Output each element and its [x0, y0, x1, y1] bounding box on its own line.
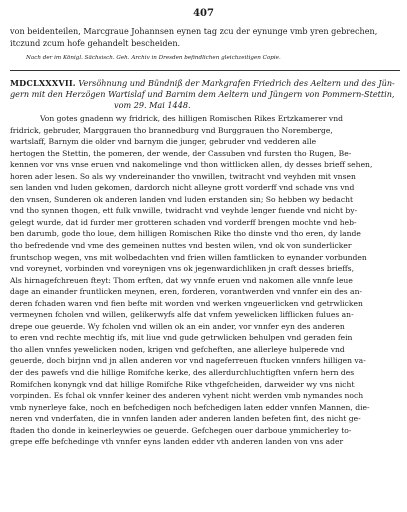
text-line: fruntschop wegen, vns mit wolbedachten vnd frien willen famtlicken to eynander vorbunden — [10, 252, 367, 262]
text-line: geuerde, doch birjnn vnd jn allen anderen vor vnd nageferreuen ftucken vnnfers hilligen va- — [10, 356, 366, 366]
page-number: 407 — [193, 8, 214, 19]
text-line: vermeynen fcholen vnd willen, gelikerwyfs alfe dat vnfem yewelicken lifflicken fulues an- — [10, 310, 354, 320]
text-line: vnd voreynet, vorbinden vnd voreynigen vns ok jegenwardichliken jn craft desses brieffs, — [10, 264, 354, 274]
text-line: horen ader lesen. So als wy vndereinander tho vnwillen, twitracht vnd veyhden mit vnsen — [10, 171, 356, 181]
text-line: sen landen vnd luden gekomen, dardorch nicht alleyne grott vorderff vnd schade vns vnd — [10, 183, 355, 193]
text-line: von beidenteilen, Marcgraue Johannsen eynen tag zcu der eynunge vmb yren gebrechen, — [10, 26, 378, 36]
text-line: fridrick, gebruder, Marggrauen tho brannedburg vnd Burggrauen tho Noremberge, — [10, 125, 333, 135]
previous-document-text — [10, 25, 400, 49]
text-line: grepe effe befchedinge vth vnnfer eyns landen edder vth anderen landen von vns ader — [10, 437, 344, 447]
document-number: MDCLXXXVII. — [10, 78, 76, 88]
text-line: ben darumb, gode tho loue, dem hilligen Romischen Rike tho dinste vnd tho eren, dy lande — [10, 229, 361, 239]
text-line: der des pawefs vnd die hillige Romifche kerke, des allerdurchluchtigften vnfern hern des — [10, 368, 355, 378]
text-line: deren fchaden waren vnd fien befte mit worden vnd werken vngeuerlicken vnd getrwlicken — [10, 298, 363, 308]
text-line: den vnsen, Sunderen ok anderen landen vnd luden erstanden sin; So hebben wy bedacht — [10, 194, 354, 204]
text-line: neren vnd vnderfaten, die in vnnfen landen ader anderen landen befeten fint, des nicht ge- — [10, 414, 361, 424]
text-line: hertogen the Stettin, the pomeren, der wende, der Cassuben vnd fursten tho Rugen, Be- — [10, 148, 352, 158]
text-line: Als hirnagefchreuen fteyt: Thom erften, dat wy vnnfe eruen vnd nakomen alle vnnfe leue — [10, 275, 353, 285]
text-line: vorpinden. Es fchal ok vnnfer keiner des anderen vyhent nicht werden vmb nymandes noch — [10, 391, 364, 401]
source-note: Nach der im Königl. Sächsisch. Geh. Archiv in Dresden befindlichen gleichzeitigen Copie. — [26, 55, 281, 61]
document-title-line: Versöhnung und Bündniß der Markgrafen Friedrich des Aeltern und des Jün- — [78, 78, 395, 88]
text-line: to eren vnd rechte mechtig ifs, mit liue vnd gude getrwlicken behulpen vnd geraden fein — [10, 333, 353, 343]
text-line: dage an einander fruntlicken meynen, eren, forderen, vorantwerden vnd vnnfer ein des an- — [10, 287, 363, 297]
document-title-line: vom 29. Mai 1448. — [114, 100, 191, 110]
text-line: tho allen vnnfes yewelicken noden, krigen vnd gefcheften, ane allerleye hulperede vnd — [10, 344, 345, 354]
text-line: tho befredende vnd vme des gemeinen nuttes vnd besten wilen, vnd ok von sunderlicker — [10, 241, 352, 251]
document-body — [10, 113, 400, 448]
text-line: wartslaff, Barnym die older vnd barnym die junger, gebruder vnd vedderen alle — [10, 137, 317, 147]
text-line: itczund zcum hofe gehandelt bescheiden. — [10, 38, 181, 48]
document-heading — [10, 78, 402, 111]
text-line: ftaden tho donde in keinerleywies oe geuerde. Gefchegen ouer darboue ymmicherley to- — [10, 425, 352, 435]
text-line: Romifchen konyngk vnd dat hillige Romifche Rike vthgefcheiden, darweider wy vns nicht — [10, 379, 355, 389]
heading-line — [10, 78, 402, 89]
text-line: kennen vor vns vnse eruen vnd nakomelinge vnd thon wittlicken allen, dy desses brieff sehen, — [10, 160, 373, 170]
text-line: vnd tho synnen thogen, ett fulk vnwille, twidracht vnd veyhde lenger fuende vnd nicht by- — [10, 206, 358, 216]
section-divider — [10, 70, 400, 71]
text-line: vmb nynerleye fake, noch en befchedigen noch befchedigen laten edder vnnfen Mannen, die- — [10, 402, 370, 412]
text-line: Von gotes gnadenn wy fridrick, des hilligen Romischen Rikes Ertzkamerer vnd — [40, 114, 343, 123]
text-line: gelegt wurde, dat id furder mer grotteren schaden vnd vorderff brengen mochte vnd heb- — [10, 217, 357, 227]
document-title-line: gern mit den Herzögen Wartislaf und Barnim dem Aeltern und Jüngern von Pommern-Stettin, — [10, 89, 395, 99]
text-line: drepe oue geuerde. Wy fcholen vnd willen ok an ein ander, vor vnnfer eyn des anderen — [10, 321, 345, 331]
